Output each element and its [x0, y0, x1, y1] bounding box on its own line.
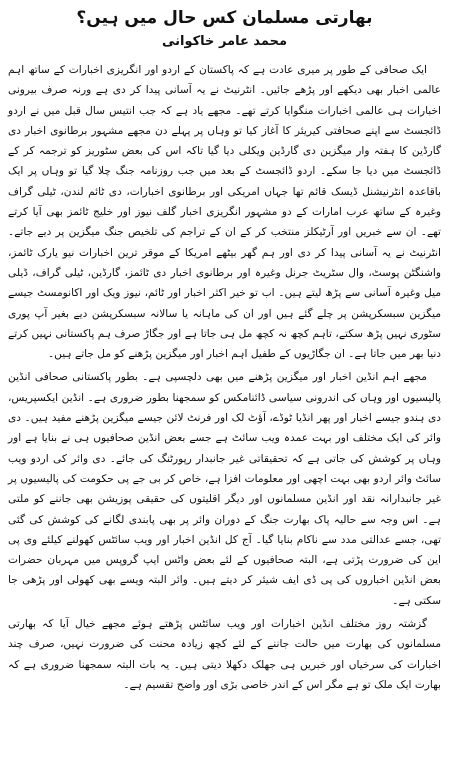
article-author: محمد عامر خاکوانی [161, 34, 288, 49]
article-title: بھارتی مسلمان کس حال میں ہیں؟ [76, 8, 373, 28]
article-paragraph: مجھے اہم انڈین اخبار اور میگزین پڑھنے میں بھی دلچسپی ہے۔ بطور پاکستانی صحافی انڈین پالیسیوں اور وہاں کی اندرونی سیاسی ڈائنامکس کو سمجھنا بطور ضروری ہے۔ انڈین ایکسپریس، دی ہندو جیسے اخبار اور پھر انڈیا ٹوڈے، آؤٹ لک اور فرنٹ لائن جیسے میگزین پڑھنے مفید ہیں۔ دی وائر کی ایک مختلف اور بہت عمدہ ویب سائٹ ہے جسے بعض انڈین صحافیوں ہی نے بنایا ہے اور وہاں پر کوشش کی جاتی ہے کہ تحقیقاتی غیر جانبدار رپورٹنگ کی جائے۔ دی وائر کی اردو ویب سائٹ وائر اردو بھی بہت اچھی اور معلومات افزا ہے، خاص کر بی جے پی حکومت کی پالیسیوں پر غیر جانبدارانہ نقد اور انڈین مسلمانوں اور دیگر اقلیتوں کی حقیقی پوزیشن بھی جاننے کو ملتی ہے۔ اس وجہ سے حالیہ پاک بھارت جنگ کے دوران وائر پر بھی پابندی لگانے کی کوشش کی گئی تھی، جسے عدالتی مدد سے ناکام بنایا گیا۔ آج کل انڈین اخبار اور ویب سائٹس کھولنے کیلئے وی پی این کی ضرورت پڑتی ہے، البتہ صحافیوں کے لئے بعض واٹس ایپ گروپس میں مہربان حضرات بعض انڈین اخباروں کی پی ڈی ایف شیئر کر دیتے ہیں۔ وائر البتہ ویسے بھی کھولی اور پڑھی جا سکتی ہے۔ [8, 371, 441, 607]
article-paragraph: گزشتہ روز مختلف انڈین اخبارات اور ویب سائٹس پڑھتے ہوئے مجھے خیال آیا کہ بھارتی مسلمانوں کی بھارت میں حالت جاننے کے لئے کچھ زیادہ محنت کی ضرورت نہیں، صرف چند اخبارات کی سرخیاں اور خبریں ہی جھلک دکھلا دیتی ہیں۔ یہ بات البتہ سمجھنا ضروری ہے کہ بھارت ایک ملک تو ہے مگر اس کے اندر خاصی بڑی اور واضح تقسیم ہے۔ [8, 618, 441, 691]
article-paragraph: ایک صحافی کے طور پر میری عادت ہے کہ پاکستان کے اردو اور انگریزی اخبارات کے ساتھ اہم عالمی اخبار بھی دیکھے اور پڑھے جائیں۔ انٹرنیٹ نے یہ آسانی پیدا کر دی ہے ورنہ صرف بیرونی اخبارات ہی عالمی اخبارات منگوایا کرتے تھے۔ مجھے یاد ہے کہ جب انتیس سال قبل میں نے اردو ڈائجسٹ سے اپنے صحافتی کیریئر کا آغاز کیا تو وہاں پر پہلے دن مجھے مشہور برطانوی اخبار دی گارڈین کا ہفتہ وار میگزین دی گارڈین ویکلی دیا گیا تاکہ اس کی بعض سٹوریز کو ترجمہ کر کے ڈائجسٹ میں دیا جا سکے۔ اردو ڈائجسٹ کے بعد میں جب روزنامہ جنگ چلا گیا تو وہاں پر ایک باقاعدہ انٹرنیشنل ڈیسک قائم تھا جہاں امریکی اور برطانوی اخبارات، دی ٹائم لندن، ٹیلی گراف وغیرہ کے ساتھ عرب امارات کے دو مشہور انگریزی اخبار گلف نیوز اور خلیج ٹائمز بھی آیا کرتے تھے۔ ان سے خبریں اور آرٹیکلز منتخب کر کے ان کے تراجم کی تلخیص جنگ میگزین پر دیے جاتے۔ انٹرنیٹ نے یہ آسانی پیدا کر دی اور ہم گھر بیٹھے امریکا کے موقر ترین اخبارات نیو یارک ٹائمز، واشنگٹن پوسٹ، وال سٹریٹ جرنل وغیرہ اور برطانوی اخبار دی ٹائمز، گارڈین، ٹیلی گراف، ڈیلی میل وغیرہ آسانی سے پڑھ لیتے ہیں۔ اب تو خیر اکثر اخبار اور ٹائم، نیوز ویک اور اکانومسٹ جیسے میگزین سبسکرپشن پر چلے گئے ہیں اور ان کی ماہانہ یا سالانہ سبسکرپشن دیے بغیر آپ پوری سٹوری نہیں پڑھ سکتے، تاہم کچھ نہ کچھ مل ہی جاتا ہے اور جگاڑ صرف ہم پاکستانی نہیں کرتے دنیا بھر میں جاتا ہے۔ ان جگاڑیوں کے طفیل اہم اخبار اور میگزین پڑھنے کو مل جاتے ہیں۔ [8, 64, 441, 361]
